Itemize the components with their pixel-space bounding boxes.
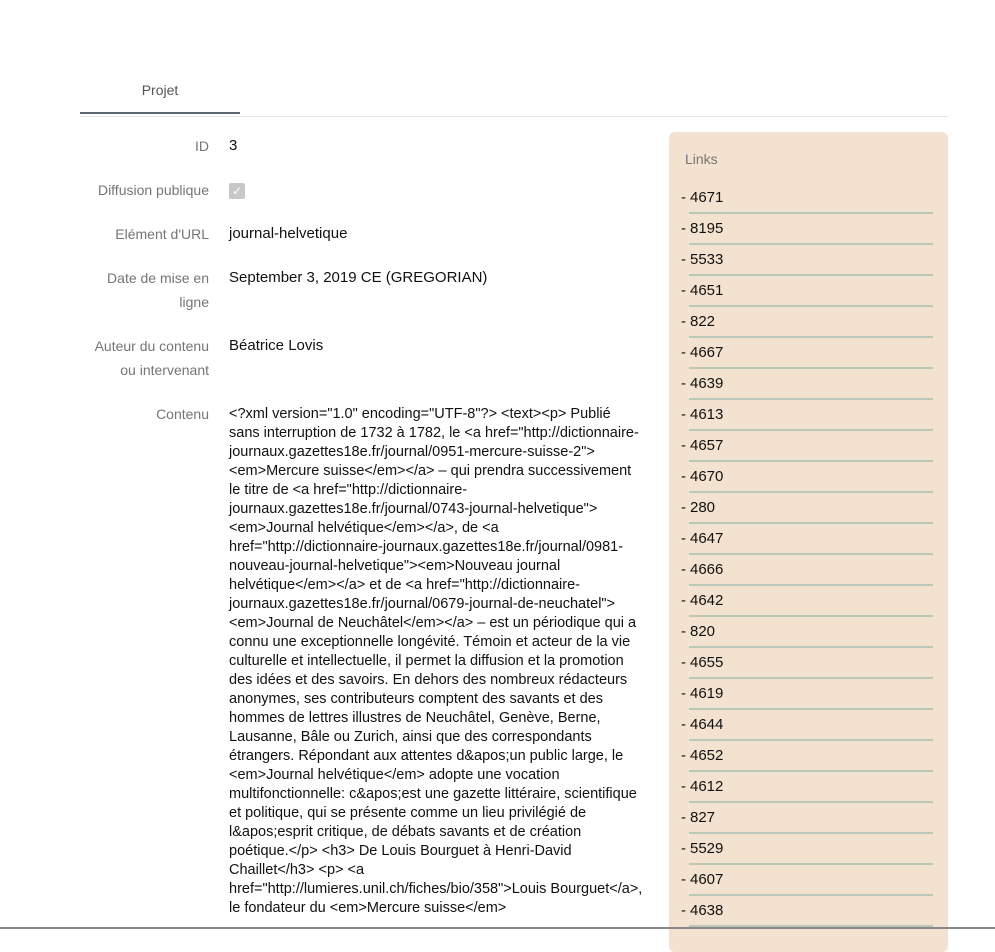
link-id: 4642 bbox=[690, 592, 724, 609]
links-list bbox=[681, 185, 933, 929]
link-id: 4666 bbox=[690, 561, 724, 578]
author-label-line1: Auteur du contenu bbox=[94, 338, 209, 354]
link-underline bbox=[689, 646, 933, 648]
link-prefix: - bbox=[681, 437, 686, 454]
link-prefix: - bbox=[681, 840, 686, 857]
link-underline bbox=[689, 491, 933, 493]
slug-label: Elément d'URL bbox=[115, 226, 209, 242]
link-underline bbox=[689, 894, 933, 896]
publish-date-label-line2: ligne bbox=[179, 294, 209, 310]
tab-projet-label: Projet bbox=[141, 82, 179, 98]
checkmark-icon: ✓ bbox=[231, 184, 243, 198]
link-prefix: - bbox=[681, 530, 686, 547]
link-prefix: - bbox=[681, 902, 686, 919]
link-item[interactable] bbox=[681, 774, 933, 805]
link-prefix: - bbox=[681, 220, 686, 237]
link-item[interactable] bbox=[681, 278, 933, 309]
link-item[interactable] bbox=[681, 650, 933, 681]
link-item[interactable] bbox=[681, 247, 933, 278]
link-item[interactable] bbox=[681, 464, 933, 495]
link-id: 5529 bbox=[690, 840, 724, 857]
tab-projet[interactable] bbox=[80, 82, 240, 114]
link-id: 4667 bbox=[690, 344, 724, 361]
public-diffusion-checkbox[interactable] bbox=[229, 183, 245, 199]
link-id: 4671 bbox=[690, 189, 724, 206]
link-item[interactable] bbox=[681, 712, 933, 743]
link-id: 4655 bbox=[690, 654, 724, 671]
link-underline bbox=[689, 770, 933, 772]
link-prefix: - bbox=[681, 654, 686, 671]
link-item[interactable] bbox=[681, 309, 933, 340]
link-item[interactable] bbox=[681, 681, 933, 712]
link-id: 5533 bbox=[690, 251, 724, 268]
link-prefix: - bbox=[681, 282, 686, 299]
link-underline bbox=[689, 863, 933, 865]
link-prefix: - bbox=[681, 747, 686, 764]
link-prefix: - bbox=[681, 189, 686, 206]
link-underline bbox=[689, 429, 933, 431]
link-underline bbox=[689, 584, 933, 586]
link-id: 4638 bbox=[690, 902, 724, 919]
link-prefix: - bbox=[681, 623, 686, 640]
publish-date-label bbox=[60, 266, 209, 314]
link-prefix: - bbox=[681, 375, 686, 392]
link-item[interactable] bbox=[681, 588, 933, 619]
tab-bar bbox=[80, 0, 948, 117]
link-prefix: - bbox=[681, 809, 686, 826]
link-id: 4651 bbox=[690, 282, 724, 299]
link-underline bbox=[689, 615, 933, 617]
link-prefix: - bbox=[681, 778, 686, 795]
slug-value: journal-helvetique bbox=[229, 225, 348, 242]
content-value: <?xml version="1.0" encoding="UTF-8"?> <text><p> Publié sans interruption de 1732 à 1782, le <a href="http://dictionnaire-journaux.gazettes18e.fr/journal/0951-mercure-suisse-2"><em>Mercure suisse</em></a> – qui prendra successivement le titre de <a href="http://dictionnaire-journaux.gazettes18e.fr/journal/0743-journal-helvetique"><em>Journal helvétique</em></a>, de <a href="http://dictionnaire-journaux.gazettes18e.fr/journal/0981-nouveau-journal-helvetique"><em>Nouveau journal helvétique</em></a> et de <a href="http://dictionnaire-journaux.gazettes18e.fr/journal/0679-journal-de-neuchatel"><em>Journal de Neuchâtel</em></a> – est un périodique qui a connu une exceptionnelle longévité. Témoin et acteur de la vie culturelle et intellectuelle, il permet la diffusion et la promotion des idées et des savoirs. En dehors des nombreux rédacteurs anonymes, ses contributeurs comptent des savants et des hommes de lettres illustres de Neuchâtel, Genève, Berne, Lausanne, Bâle ou Zurich, ainsi que des correspondants étrangers. Répondant aux attentes d&apos;un public large, le <em>Journal helvétique</em> adopte une vocation multifonctionnelle: c&apos;est une gazette littéraire, scientifique et politique, qui se présente comme un lieu privilégié de l&apos;esprit critique, de débats savants et de création poétique.</p> <h3> De Louis Bourguet à Henri-David Chaillet</h3> <p> <a href="http://lumieres.unil.ch/fiches/bio/358">Louis Bourguet</a>, le fondateur du <em>Mercure suisse</em> bbox=[229, 406, 643, 916]
link-id: 4613 bbox=[690, 406, 724, 423]
link-underline bbox=[689, 553, 933, 555]
links-panel bbox=[669, 132, 948, 952]
link-item[interactable] bbox=[681, 836, 933, 867]
link-item[interactable] bbox=[681, 619, 933, 650]
link-id: 4647 bbox=[690, 530, 724, 547]
link-item[interactable] bbox=[681, 743, 933, 774]
link-id: 4619 bbox=[690, 685, 724, 702]
link-prefix: - bbox=[681, 871, 686, 888]
id-label: ID bbox=[195, 138, 209, 154]
link-item[interactable] bbox=[681, 526, 933, 557]
link-prefix: - bbox=[681, 468, 686, 485]
content-label: Contenu bbox=[156, 406, 209, 422]
links-title: Links bbox=[685, 151, 718, 167]
link-item[interactable] bbox=[681, 185, 933, 216]
link-underline bbox=[689, 708, 933, 710]
link-underline bbox=[689, 832, 933, 834]
link-id: 4652 bbox=[690, 747, 724, 764]
link-id: 4657 bbox=[690, 437, 724, 454]
link-prefix: - bbox=[681, 344, 686, 361]
link-item[interactable] bbox=[681, 216, 933, 247]
link-prefix: - bbox=[681, 251, 686, 268]
link-id: 4644 bbox=[690, 716, 724, 733]
link-item[interactable] bbox=[681, 867, 933, 898]
link-prefix: - bbox=[681, 499, 686, 516]
link-prefix: - bbox=[681, 592, 686, 609]
link-underline bbox=[689, 274, 933, 276]
link-item[interactable] bbox=[681, 371, 933, 402]
link-id: 820 bbox=[690, 623, 716, 640]
link-underline bbox=[689, 677, 933, 679]
link-item[interactable] bbox=[681, 433, 933, 464]
link-underline bbox=[689, 739, 933, 741]
public-diffusion-label: Diffusion publique bbox=[97, 182, 209, 198]
link-id: 4639 bbox=[690, 375, 724, 392]
link-item[interactable] bbox=[681, 805, 933, 836]
link-underline bbox=[689, 522, 933, 524]
link-underline bbox=[689, 212, 933, 214]
link-id: 4670 bbox=[690, 468, 724, 485]
author-value: Béatrice Lovis bbox=[229, 337, 324, 354]
link-id: 280 bbox=[690, 499, 716, 516]
link-underline bbox=[689, 243, 933, 245]
link-prefix: - bbox=[681, 716, 686, 733]
link-prefix: - bbox=[681, 685, 686, 702]
author-label-line2: ou intervenant bbox=[120, 362, 209, 378]
link-id: 8195 bbox=[690, 220, 724, 237]
id-value: 3 bbox=[229, 137, 238, 154]
publish-date-value: September 3, 2019 CE (GREGORIAN) bbox=[229, 269, 488, 286]
link-prefix: - bbox=[681, 313, 686, 330]
link-id: 827 bbox=[690, 809, 716, 826]
link-item[interactable] bbox=[681, 557, 933, 588]
link-id: 4607 bbox=[690, 871, 724, 888]
publish-date-label-line1: Date de mise en bbox=[107, 270, 209, 286]
link-underline bbox=[689, 336, 933, 338]
link-item[interactable] bbox=[681, 898, 933, 929]
link-underline bbox=[689, 398, 933, 400]
link-underline bbox=[689, 367, 933, 369]
link-item[interactable] bbox=[681, 495, 933, 526]
link-id: 4612 bbox=[690, 778, 724, 795]
link-item[interactable] bbox=[681, 340, 933, 371]
link-prefix: - bbox=[681, 406, 686, 423]
link-underline bbox=[689, 305, 933, 307]
link-id: 822 bbox=[690, 313, 716, 330]
link-prefix: - bbox=[681, 561, 686, 578]
link-underline bbox=[689, 460, 933, 462]
author-label bbox=[60, 334, 209, 382]
link-item[interactable] bbox=[681, 402, 933, 433]
link-underline bbox=[689, 801, 933, 803]
